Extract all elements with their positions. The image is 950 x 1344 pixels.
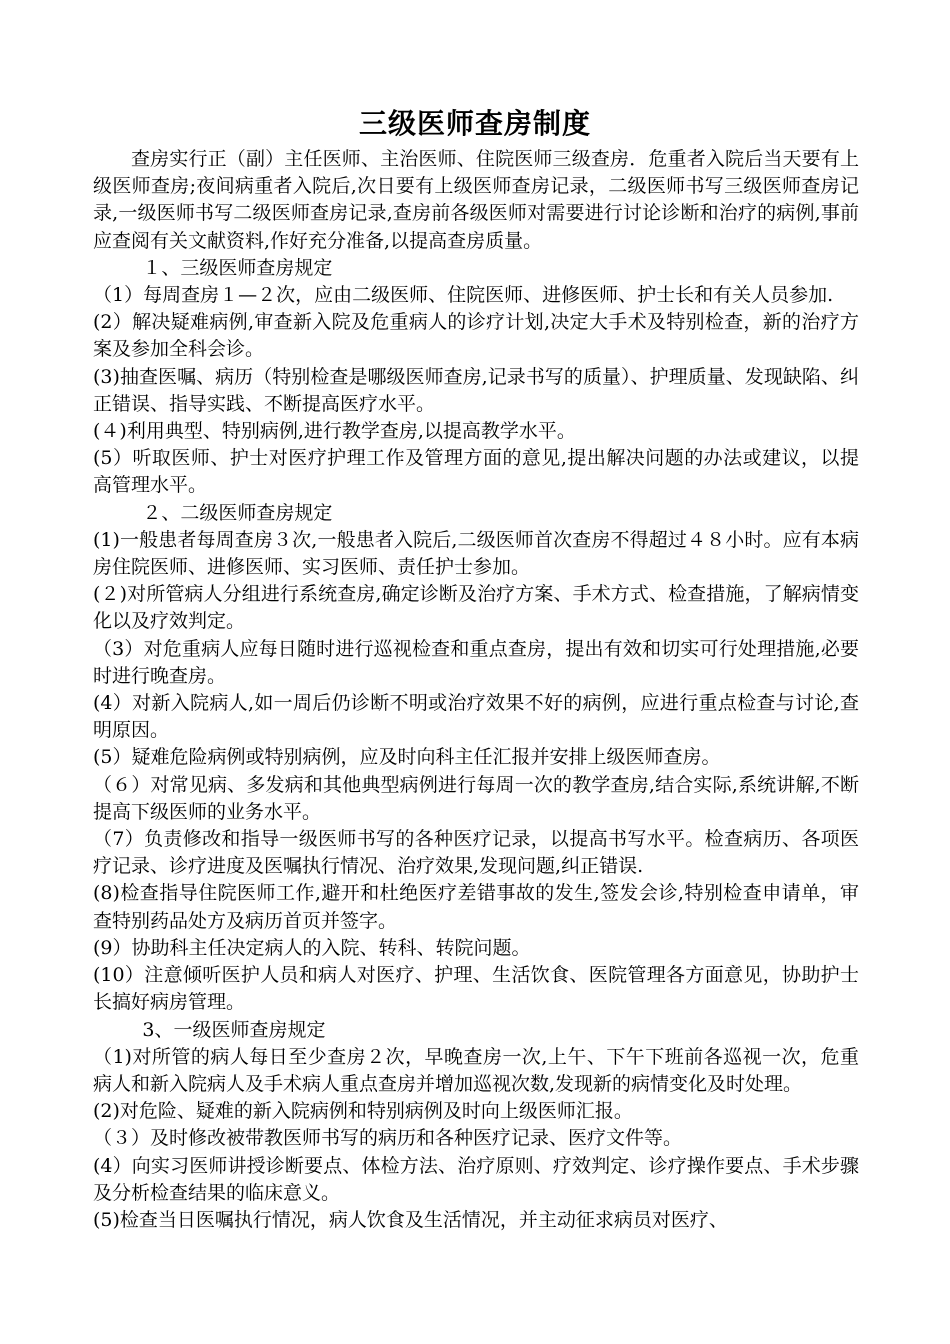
list-item: (5）疑难危险病例或特别病例，应及时向科主任汇报并安排上级医师查房。 — [93, 746, 721, 769]
intro-paragraph: 查房实行正（副）主任医师、主治医师、住院医师三级查房．危重者入院后当天要有上级医师查房;夜间病重者入院后,次日要有上级医师查房记录，二级医师书写三级医师查房记录,一级医师书写二级医师查房记录,查房前各级医师对需要进行讨论诊断和治疗的病例,事前应查阅有关文献资料,作好充分准备,以提高查房质量。 — [93, 148, 859, 252]
list-item: (２)对所管病人分组进行系统查房,确定诊断及治疗方案、手术方式、检查措施，了解病情变化以及疗效判定。 — [93, 583, 859, 633]
list-item: (４)利用典型、特别病例,进行教学查房,以提高教学水平。 — [93, 420, 576, 443]
list-item: (5)检查当日医嘱执行情况，病人饮食及生活情况，并主动征求病员对医疗、 — [93, 1208, 728, 1231]
list-item: (3)抽查医嘱、病历（特别检查是哪级医师查房,记录书写的质量）、护理质量、发现缺陷、纠正错误、指导实践、不断提高医疗水平。 — [93, 365, 859, 415]
list-item: (8)检查指导住院医师工作,避开和杜绝医疗差错事故的发生,签发会诊,特别检查申请单，审查特别药品处方及病历首页并签字。 — [93, 882, 859, 932]
list-item: （1）每周查房１—２次，应由二级医师、住院医师、进修医师、护士长和有关人员参加. — [93, 284, 834, 307]
list-item: (5）听取医师、护士对医疗护理工作及管理方面的意见,提出解决问题的办法或建议，以提高管理水平。 — [93, 447, 859, 497]
document-body — [93, 146, 859, 1234]
list-item: （６）对常见病、多发病和其他典型病例进行每周一次的教学查房,结合实际,系统讲解,不断提高下级医师的业务水平。 — [93, 773, 859, 823]
document-title: 三级医师查房制度 — [358, 107, 591, 140]
section-heading: １、三级医师查房规定 — [142, 256, 333, 279]
list-item: (2）解决疑难病例,审查新入院及危重病人的诊疗计划,决定大手术及特别检查，新的治疗方案及参加全科会诊。 — [93, 311, 859, 361]
list-item: (4）对新入院病人,如一周后仍诊断不明或治疗效果不好的病例，应进行重点检查与讨论,查明原因。 — [93, 692, 859, 742]
section-heading: 3、一级医师查房规定 — [142, 1018, 326, 1041]
list-item: （7）负责修改和指导一级医师书写的各种医疗记录，以提高书写水平。检查病历、各项医疗记录、诊疗进度及医嘱执行情况、治疗效果,发现问题,纠正错误. — [93, 828, 859, 878]
list-item: (9）协助科主任决定病人的入院、转科、转院问题。 — [93, 936, 531, 959]
list-item: (2)对危险、疑难的新入院病例和特别病例及时向上级医师汇报。 — [93, 1100, 633, 1123]
list-item: （３）及时修改被带教医师书写的病历和各种医疗记录、医疗文件等。 — [93, 1127, 683, 1150]
section-heading: ２、二级医师查房规定 — [142, 501, 333, 524]
list-item: (4）向实习医师讲授诊断要点、体检方法、治疗原则、疗效判定、诊疗操作要点、手术步骤及分析检查结果的临床意义。 — [93, 1154, 859, 1204]
list-item: （3）对危重病人应每日随时进行巡视检查和重点查房，提出有效和切实可行处理措施,必要时进行晚查房。 — [93, 637, 859, 687]
list-item: (1)一般患者每周查房３次,一般患者入院后,二级医师首次查房不得超过４８小时。应有本病房住院医师、进修医师、实习医师、责任护士参加。 — [93, 528, 859, 579]
list-item: （1)对所管的病人每日至少查房２次，早晚查房一次,上午、下午下班前各巡视一次，危重病人和新入院病人及手术病人重点查房并增加巡视次数,发现新的病情变化及时处理。 — [93, 1045, 859, 1095]
list-item: (10）注意倾听医护人员和病人对医疗、护理、生活饮食、医院管理各方面意见，协助护士长搞好病房管理。 — [93, 964, 859, 1014]
